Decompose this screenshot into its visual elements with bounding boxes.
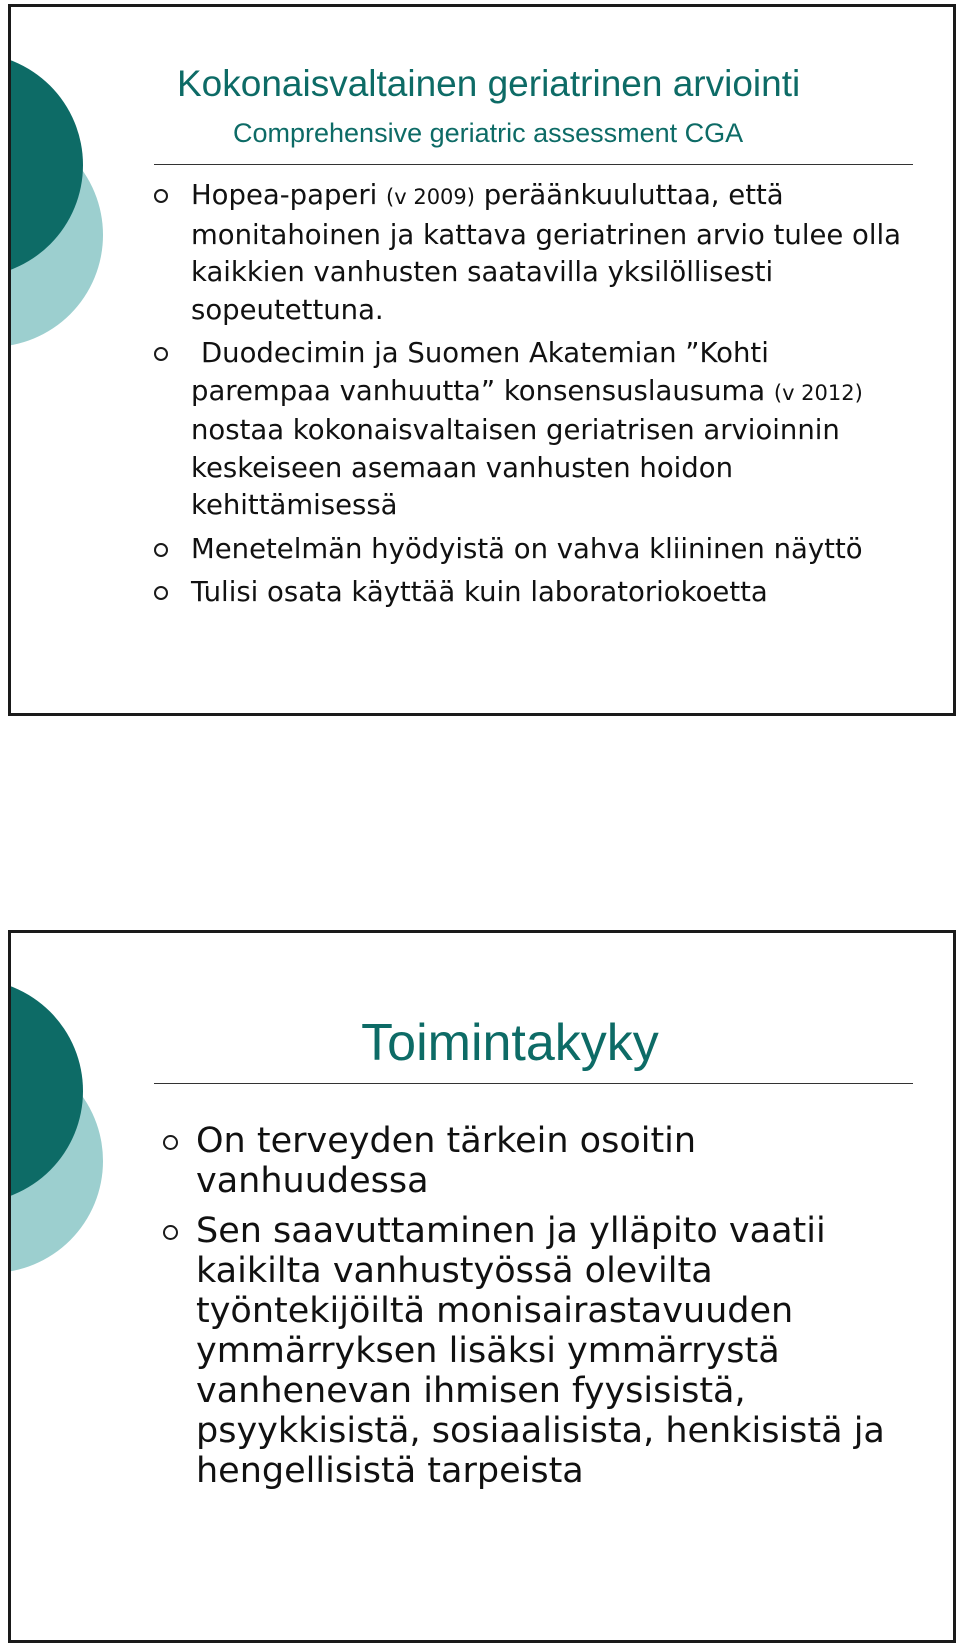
slide-title: Toimintakyky bbox=[361, 1014, 659, 1072]
slide-1 bbox=[8, 4, 956, 716]
bullet-text: Menetelmän hyödyistä on vahva kliininen näyttö bbox=[191, 532, 863, 565]
decorative-circles bbox=[11, 7, 141, 407]
bullet-text: Duodecimin ja Suomen Akatemian ”Kohti parempaa vanhuutta” konsensuslausuma bbox=[191, 337, 774, 407]
bullet-text: Sen saavuttaminen ja ylläpito vaatii kaikilta vanhustyössä olevilta työntekijöiltä monisairastavuuden ymmärryksen lisäksi ymmärrystä vanhenevan ihmisen fyysisistä, psyykkisistä, sosiaalisista, henkisistä ja hengellisistä tarpeista bbox=[196, 1211, 885, 1491]
bullet-item bbox=[191, 335, 911, 525]
bullet-text: Hopea-paperi bbox=[191, 179, 387, 211]
bullet-item bbox=[191, 531, 911, 569]
title-divider bbox=[154, 1083, 913, 1084]
slide-title: Kokonaisvaltainen geriatrinen arviointi bbox=[177, 63, 801, 104]
bullet-item bbox=[191, 177, 911, 329]
bullet-text: nostaa kokonaisvaltaisen geriatrisen arvioinnin keskeiseen asemaan vanhusten hoidon kehittämisessä bbox=[191, 414, 840, 521]
circle-bullet-icon bbox=[154, 347, 168, 361]
circle-bullet-icon bbox=[163, 1225, 178, 1240]
bullet-text: peräänkuuluttaa, että monitahoinen ja kattava geriatrinen arvio tulee olla kaikkien vanhusten saatavilla yksilöllisesti sopeutettuna. bbox=[191, 179, 901, 326]
bullet-list bbox=[196, 1121, 916, 1501]
bullet-list bbox=[191, 177, 911, 618]
bullet-item bbox=[191, 574, 911, 612]
circle-bullet-icon bbox=[154, 586, 168, 600]
bullet-item bbox=[196, 1211, 916, 1491]
decorative-circles bbox=[11, 933, 141, 1333]
bullet-item bbox=[196, 1121, 916, 1201]
bullet-year: (v 2009) bbox=[386, 185, 475, 209]
circle-bullet-icon bbox=[163, 1135, 178, 1150]
bullet-text: On terveyden tärkein osoitin vanhuudessa bbox=[196, 1121, 697, 1201]
circle-bullet-icon bbox=[154, 543, 168, 557]
slide-2 bbox=[8, 930, 956, 1643]
title-divider bbox=[154, 164, 913, 165]
bullet-year: (v 2012) bbox=[773, 380, 863, 405]
slide-subtitle: Comprehensive geriatric assessment CGA bbox=[233, 118, 744, 148]
circle-bullet-icon bbox=[154, 189, 168, 203]
bullet-text: Tulisi osata käyttää kuin laboratoriokoetta bbox=[191, 576, 768, 608]
